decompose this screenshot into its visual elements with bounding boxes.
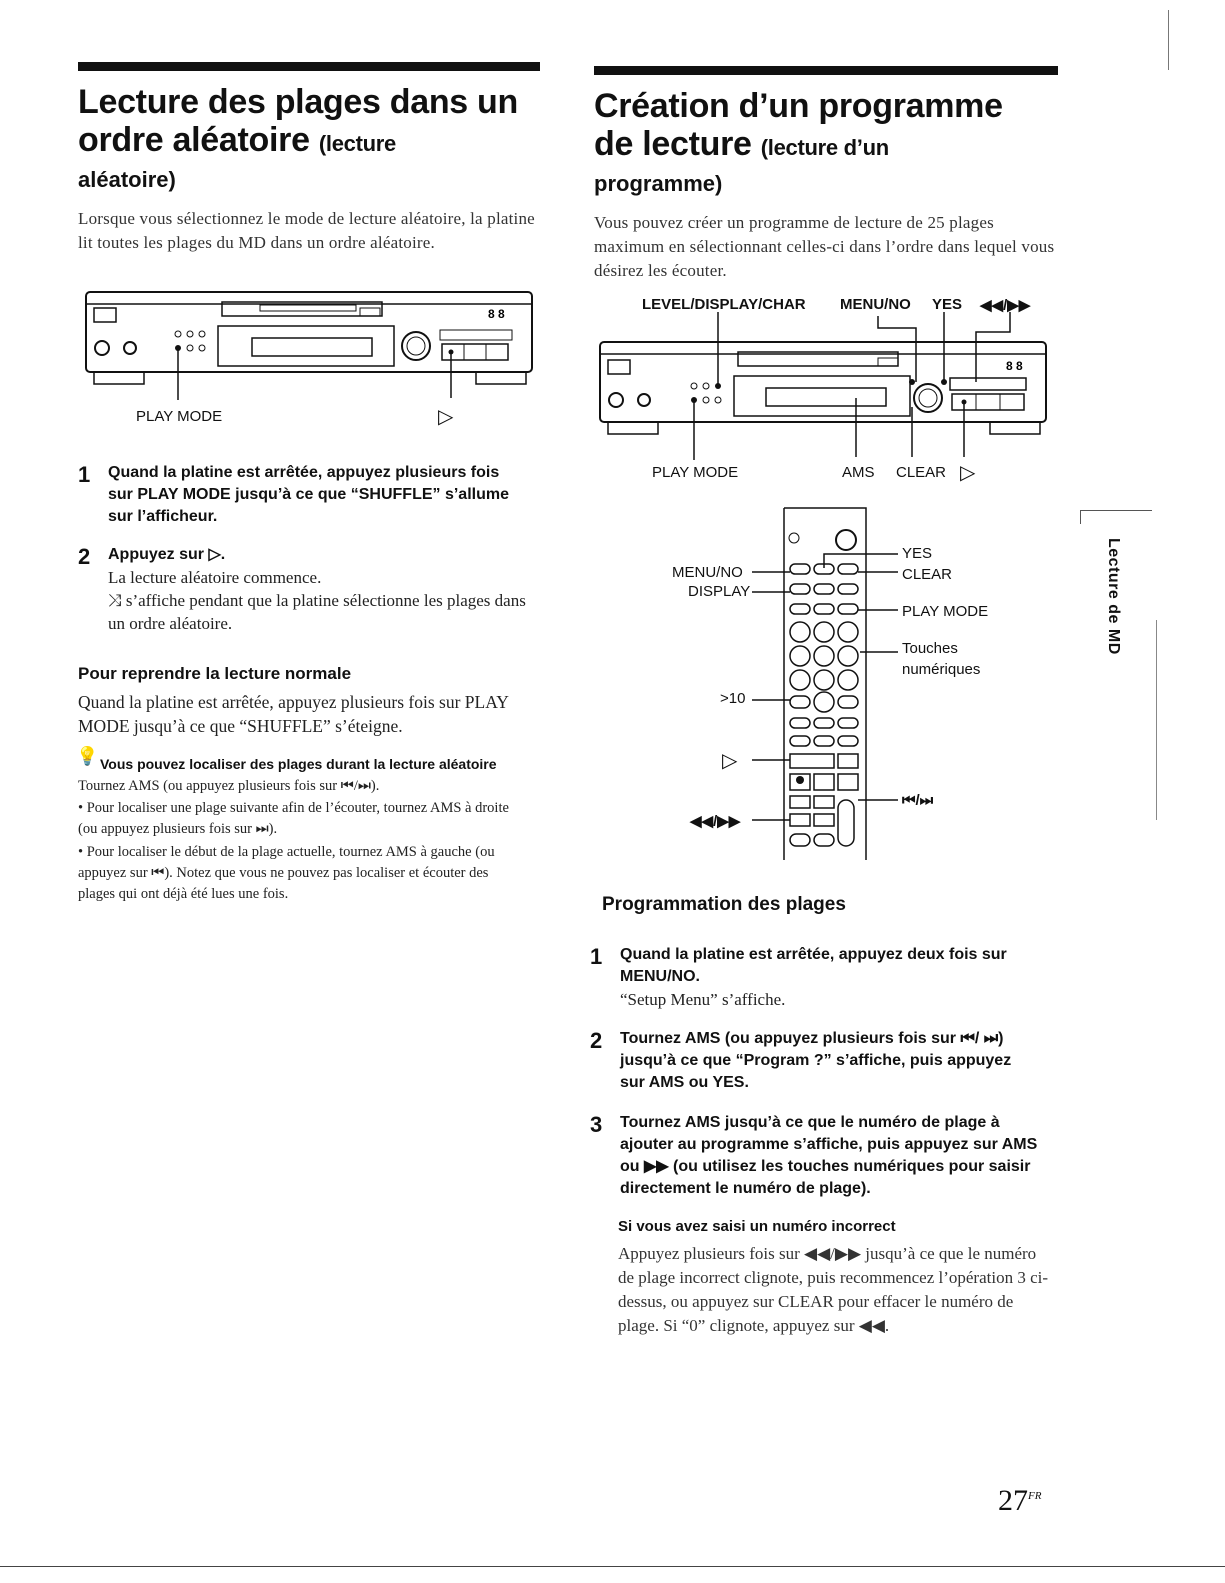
tip-bullet-2: • Pour localiser le début de la plage actuelle, tournez AMS à gauche (ou appuyez sur ⏮). Notez que vous ne pouvez pas localiser et écouter des plages qui ont déjà été lues une fois. (78, 844, 495, 902)
remote-label-numeriques: numériques (902, 661, 981, 678)
left-title-sub: aléatoire) (78, 167, 176, 192)
right-column (594, 66, 1058, 283)
tip-line: Tournez AMS (ou appuyez plusieurs fois sur ⏮/⏭). (78, 778, 380, 794)
fig-label-clear: CLEAR (896, 464, 947, 481)
md-deck-figure-right (598, 312, 1050, 452)
remote-control-figure (780, 508, 880, 860)
right-title: Création d’un programme de lecture (lecture d’un (594, 87, 1003, 163)
fig-label-play-mode-right: PLAY MODE (652, 464, 739, 481)
tip-bullet-1: • Pour localiser une plage suivante afin de l’écouter, tournez AMS à droite (ou appuyez plusieurs fois sur ⏭). (78, 800, 509, 837)
fig-label-level-display-char: LEVEL/DISPLAY/CHAR (642, 296, 806, 313)
fig-label-yes: YES (932, 296, 963, 313)
left-header-bar (78, 62, 540, 71)
remote-label-prev-next: ⏮/⏭ (902, 792, 934, 809)
left-intro: Lorsque vous sélectionnez le mode de lecture aléatoire, la platine lit toutes les plages du MD dans un ordre aléatoire. (78, 209, 535, 252)
remote-label-yes: YES (902, 545, 933, 562)
remote-label-play-mode: PLAY MODE (902, 603, 989, 620)
remote-label-gt10: >10 (720, 690, 746, 707)
right-sub-text: Appuyez plusieurs fois sur ◀◀/▶▶ jusqu’à ce que le numéro de plage incorrect clignote, puis recommencez l’opération 3 ci-dessus, ou appuyez sur CLEAR pour effacer le numéro de plage. Si “0” clignote, appuyez sur ◀◀. (618, 1244, 1049, 1335)
left-column (78, 62, 540, 255)
left-fig-label-play: ▷ (438, 406, 454, 428)
left-title: Lecture des plages dans un ordre aléatoire (lecture (78, 83, 518, 159)
right-intro: Vous pouvez créer un programme de lecture de 25 plages maximum en sélectionnant celles-ci dans l’ordre dans lequel vous désirez les écouter. (594, 213, 1055, 280)
side-tab-line (1080, 510, 1152, 511)
right-header-bar (594, 66, 1058, 75)
side-tab-label: Lecture de MD (1105, 538, 1122, 655)
svg-text:8 8: 8 8 (488, 307, 505, 321)
right-section-title: Programmation des plages (602, 894, 846, 915)
svg-text:8 8: 8 8 (1006, 359, 1023, 373)
left-section-title: Pour reprendre la lecture normale (78, 664, 352, 683)
fig-label-skip: ◀◀/▶▶ (980, 297, 1031, 314)
remote-label-touches: Touches (902, 640, 958, 657)
right-edge-line (1168, 10, 1169, 70)
remote-label-rew-ff: ◀◀/▶▶ (690, 813, 741, 830)
bottom-edge-line (0, 1566, 1225, 1567)
left-fig-label-play-mode: PLAY MODE (136, 408, 223, 425)
left-section-text: Quand la platine est arrêtée, appuyez plusieurs fois sur PLAY MODE jusqu’à ce que “SHUFFLE” s’éteigne. (78, 692, 509, 736)
page-number: $27^{FR}$ (998, 1484, 1042, 1517)
remote-label-menu-no: MENU/NO (672, 564, 743, 581)
side-tab-line-left (1080, 510, 1081, 524)
right-sub-title: Si vous avez saisi un numéro incorrect (618, 1218, 896, 1235)
remote-label-clear: CLEAR (902, 566, 953, 583)
remote-label-play: ▷ (722, 750, 738, 772)
lightbulb-icon: 💡 (76, 746, 99, 767)
fig-label-menu-no: MENU/NO (840, 296, 911, 313)
fig-label-ams: AMS (842, 464, 875, 481)
fig-label-play-right: ▷ (960, 462, 976, 484)
side-tab-rule (1156, 620, 1157, 820)
right-title-sub: programme) (594, 171, 723, 196)
tip-title: Vous pouvez localiser des plages durant la lecture aléatoire (100, 756, 497, 772)
remote-label-display: DISPLAY (688, 583, 751, 600)
